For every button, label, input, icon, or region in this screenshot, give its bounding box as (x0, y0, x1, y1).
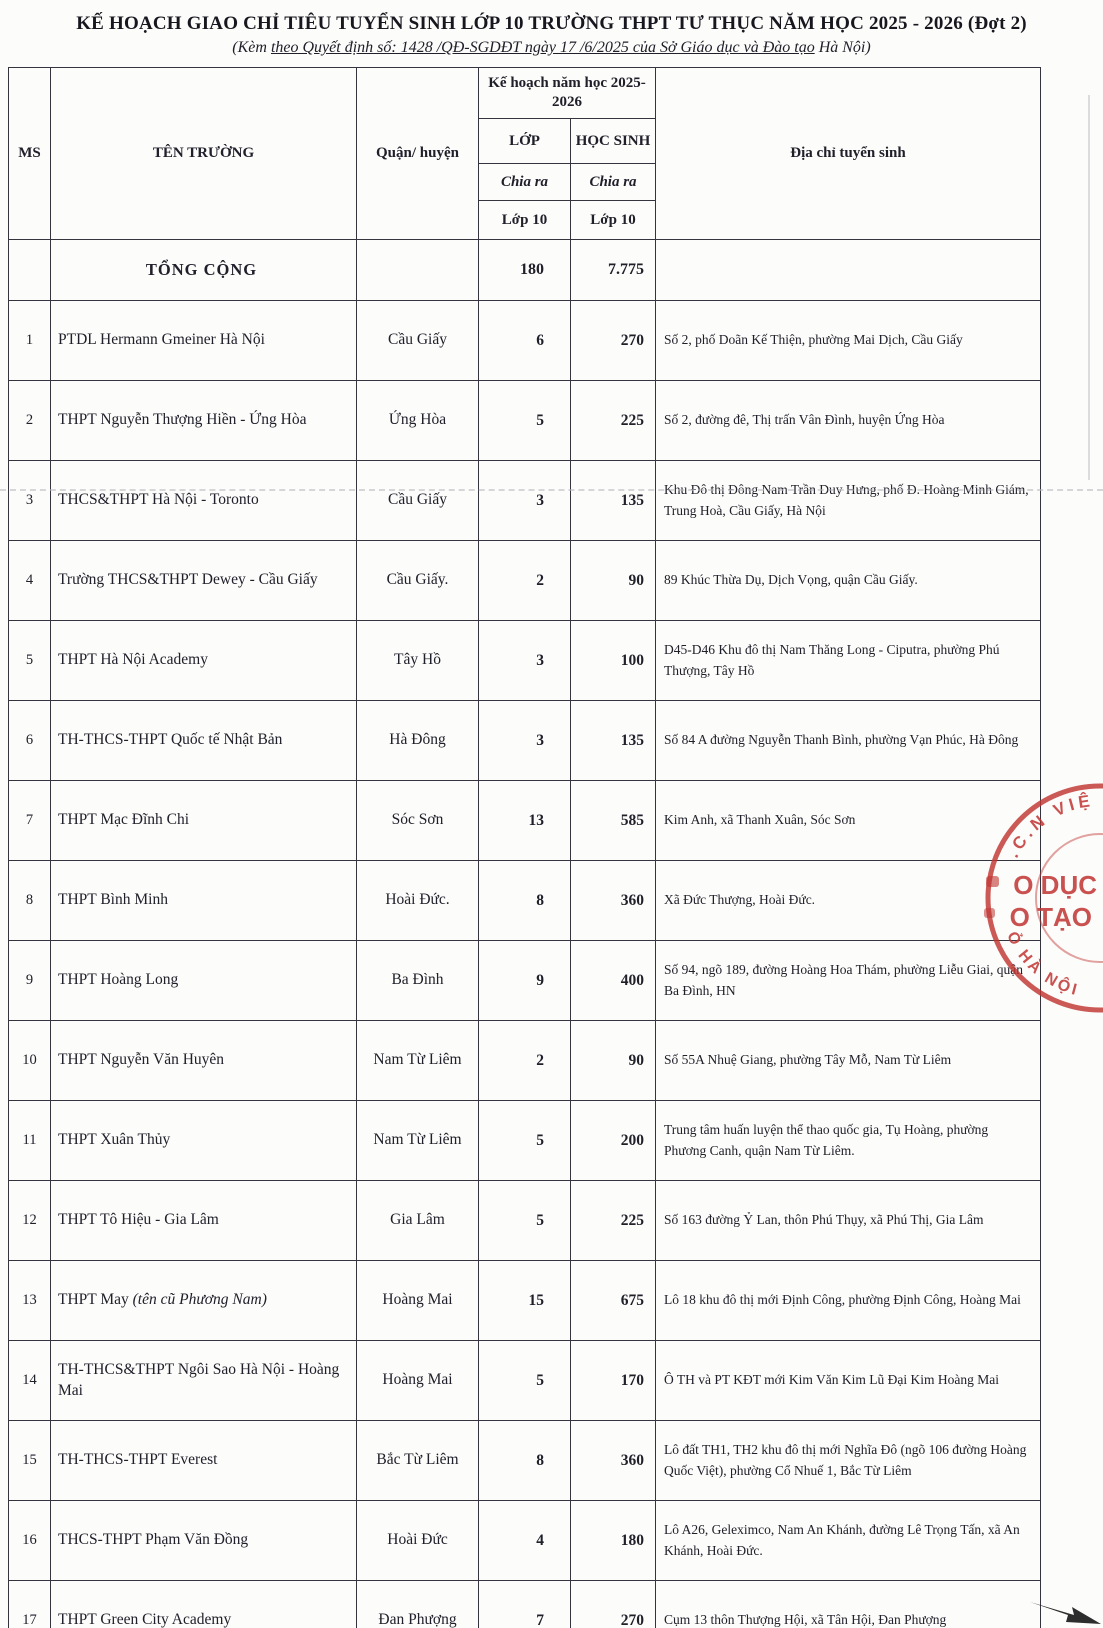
school-name-text: THPT Mạc Đĩnh Chi (58, 811, 190, 829)
school-name-text: THPT Hoàng Long (58, 971, 179, 989)
header-chia-ra-lop: Chia ra (479, 164, 571, 201)
cell-address: Khu Đô thị Đông Nam Trần Duy Hưng, phố Đ. Hoàng Minh Giám, Trung Hoà, Cầu Giấy, Hà Nội (656, 461, 1041, 541)
cell-ms: 12 (9, 1181, 51, 1261)
cell-hoc-sinh-count: 270 (571, 301, 656, 381)
school-name-text: THPT Nguyễn Thượng Hiền - Ứng Hòa (58, 411, 307, 429)
cell-school-name (51, 1581, 357, 1628)
cell-address: Số 94, ngõ 189, đường Hoàng Hoa Thám, phường Liễu Giai, quận Ba Đình, HN (656, 941, 1041, 1021)
table-row (9, 381, 1041, 461)
school-name-text: THCS&THPT Hà Nội - Toronto (58, 491, 259, 509)
cell-school-name (51, 1421, 357, 1501)
cell-district: Ba Đình (357, 941, 479, 1021)
cell-lop-count: 5 (479, 1341, 571, 1421)
school-name-text: THPT Tô Hiệu - Gia Lâm (58, 1211, 219, 1229)
cell-address: Lô đất TH1, TH2 khu đô thị mới Nghĩa Đô (ngõ 106 đường Hoàng Quốc Việt), phường Cổ Nhuế 1, Bắc Từ Liêm (656, 1421, 1041, 1501)
cell-school-name (51, 1341, 357, 1421)
table-row (9, 1581, 1041, 1628)
cell-hoc-sinh-count: 270 (571, 1581, 656, 1628)
cell-ms: 7 (9, 781, 51, 861)
cell-address: Trung tâm huấn luyện thể thao quốc gia, Tụ Hoàng, phường Phương Canh, quận Nam Từ Liêm. (656, 1101, 1041, 1181)
school-name-text: THPT Bình Minh (58, 891, 168, 909)
cell-lop-count: 2 (479, 541, 571, 621)
cell-school-name (51, 541, 357, 621)
cell-lop-count: 4 (479, 1501, 571, 1581)
cell-lop-count: 5 (479, 1101, 571, 1181)
subtitle-prefix: (Kèm (232, 39, 271, 56)
school-name-text: TH-THCS&THPT Ngôi Sao Hà Nội - Hoàng Mai (58, 1360, 340, 1399)
cell-school-name (51, 861, 357, 941)
cell-ms: 14 (9, 1341, 51, 1421)
cell-hoc-sinh-count: 100 (571, 621, 656, 701)
table-row (9, 781, 1041, 861)
cell-school-name (51, 941, 357, 1021)
table-row (9, 1261, 1041, 1341)
cell-address: Số 2, đường đê, Thị trấn Vân Đình, huyện Ứng Hòa (656, 381, 1041, 461)
subtitle (0, 39, 1103, 57)
cell-hoc-sinh-count: 400 (571, 941, 656, 1021)
cell-lop-count: 5 (479, 381, 571, 461)
cell-lop-count: 5 (479, 1181, 571, 1261)
cell-lop-count: 9 (479, 941, 571, 1021)
header-school-name: TÊN TRƯỜNG (51, 68, 357, 240)
cell-district: Nam Từ Liêm (357, 1021, 479, 1101)
cell-school-name (51, 1021, 357, 1101)
school-name-text: Trường THCS&THPT Dewey - Cầu Giấy (58, 571, 318, 589)
school-name-text: TH-THCS-THPT Everest (58, 1451, 218, 1469)
cell-hoc-sinh-count: 675 (571, 1261, 656, 1341)
header-ms: MS (9, 68, 51, 240)
cell-hoc-sinh-count: 225 (571, 1181, 656, 1261)
cell-school-name (51, 781, 357, 861)
cell-address: Kim Anh, xã Thanh Xuân, Sóc Sơn (656, 781, 1041, 861)
total-label: TỔNG CỘNG (51, 240, 357, 301)
cell-school-name (51, 1101, 357, 1181)
table-row (9, 941, 1041, 1021)
cell-address: D45-D46 Khu đô thị Nam Thăng Long - Ciputra, phường Phú Thượng, Tây Hồ (656, 621, 1041, 701)
cell-school-name (51, 381, 357, 461)
cell-ms: 9 (9, 941, 51, 1021)
cell-hoc-sinh-count: 200 (571, 1101, 656, 1181)
cell-school-name (51, 461, 357, 541)
cell-district: Bắc Từ Liêm (357, 1421, 479, 1501)
cell-district: Nam Từ Liêm (357, 1101, 479, 1181)
table-row (9, 701, 1041, 781)
cell-ms: 15 (9, 1421, 51, 1501)
total-lop: 180 (479, 240, 571, 301)
cell-lop-count: 8 (479, 1421, 571, 1501)
table-row (9, 1021, 1041, 1101)
cell-ms: 1 (9, 301, 51, 381)
cell-hoc-sinh-count: 90 (571, 1021, 656, 1101)
header-lop10-hs: Lớp 10 (571, 201, 656, 240)
cell-ms: 13 (9, 1261, 51, 1341)
cell-lop-count: 3 (479, 701, 571, 781)
school-name-text: THPT Green City Academy (58, 1611, 232, 1628)
stamp-top-arc-text: .C.N VIỆ (1003, 791, 1095, 861)
total-row (9, 240, 1041, 301)
cell-address: Số 163 đường Ỷ Lan, thôn Phú Thụy, xã Phú Thị, Gia Lâm (656, 1181, 1041, 1261)
cell-school-name (51, 1501, 357, 1581)
cell-district: Hà Đông (357, 701, 479, 781)
cell-address: 89 Khúc Thừa Dụ, Dịch Vọng, quận Cầu Giấy. (656, 541, 1041, 621)
cell-hoc-sinh-count: 180 (571, 1501, 656, 1581)
cell-district: Sóc Sơn (357, 781, 479, 861)
table-row (9, 621, 1041, 701)
header-district: Quận/ huyện (357, 68, 479, 240)
cell-ms: 8 (9, 861, 51, 941)
cell-lop-count: 15 (479, 1261, 571, 1341)
stamp-center-line1: O DỤC (1013, 870, 1097, 900)
school-name-text: PTDL Hermann Gmeiner Hà Nội (58, 331, 265, 349)
cell-ms: 5 (9, 621, 51, 701)
table-row (9, 1181, 1041, 1261)
scan-edge-line-artifact (1088, 95, 1090, 480)
cell-district: Hoàng Mai (357, 1341, 479, 1421)
cell-district: Cầu Giấy. (357, 541, 479, 621)
cell-address: Xã Đức Thượng, Hoài Đức. (656, 861, 1041, 941)
table-body (9, 240, 1041, 1628)
page-title: KẾ HOẠCH GIAO CHỈ TIÊU TUYỂN SINH LỚP 10 TRƯỜNG THPT TƯ THỤC NĂM HỌC 2025 - 2026 (Đợt 2) (76, 13, 1027, 34)
school-name-text: TH-THCS-THPT Quốc tế Nhật Bản (58, 731, 283, 749)
cell-district: Hoàng Mai (357, 1261, 479, 1341)
cell-district: Đan Phượng (357, 1581, 479, 1628)
school-name-text: THPT Xuân Thủy (58, 1131, 171, 1149)
cell-ms: 17 (9, 1581, 51, 1628)
cell-lop-count: 13 (479, 781, 571, 861)
school-name-text: THPT Nguyễn Văn Huyên (58, 1051, 225, 1069)
cell-hoc-sinh-count: 135 (571, 461, 656, 541)
total-district-empty (357, 240, 479, 301)
stamp-bottom-arc-text: Ỏ HÀ NỘI (1003, 929, 1082, 1000)
cell-lop-count: 7 (479, 1581, 571, 1628)
cell-lop-count: 3 (479, 621, 571, 701)
cell-hoc-sinh-count: 90 (571, 541, 656, 621)
cell-ms: 11 (9, 1101, 51, 1181)
cell-address: Số 2, phố Doãn Kế Thiện, phường Mai Dịch, Cầu Giấy (656, 301, 1041, 381)
cell-address: Số 55A Nhuệ Giang, phường Tây Mỗ, Nam Từ Liêm (656, 1021, 1041, 1101)
enrollment-quota-table (8, 67, 1041, 1628)
cell-district: Hoài Đức (357, 1501, 479, 1581)
cell-lop-count: 2 (479, 1021, 571, 1101)
cell-hoc-sinh-count: 360 (571, 1421, 656, 1501)
cell-hoc-sinh-count: 585 (571, 781, 656, 861)
cell-address: Lô A26, Geleximco, Nam An Khánh, đường Lê Trọng Tấn, xã An Khánh, Hoài Đức. (656, 1501, 1041, 1581)
total-ms-empty (9, 240, 51, 301)
table-row (9, 301, 1041, 381)
cell-district: Hoài Đức. (357, 861, 479, 941)
cell-address: Lô 18 khu đô thị mới Định Công, phường Định Công, Hoàng Mai (656, 1261, 1041, 1341)
cell-ms: 10 (9, 1021, 51, 1101)
school-name-text: THPT Hà Nội Academy (58, 651, 208, 669)
cell-address: Ô TH và PT KĐT mới Kim Văn Kim Lũ Đại Kim Hoàng Mai (656, 1341, 1041, 1421)
cell-lop-count: 3 (479, 461, 571, 541)
cell-hoc-sinh-count: 135 (571, 701, 656, 781)
cell-ms: 4 (9, 541, 51, 621)
stamp-center-line2: O TẠO (1009, 902, 1092, 932)
table-header (9, 68, 1041, 240)
cell-hoc-sinh-count: 360 (571, 861, 656, 941)
table-row (9, 861, 1041, 941)
cell-hoc-sinh-count: 225 (571, 381, 656, 461)
cell-ms: 6 (9, 701, 51, 781)
cell-school-name (51, 701, 357, 781)
cell-district: Tây Hồ (357, 621, 479, 701)
subtitle-suffix: Hà Nội) (814, 39, 871, 56)
cell-district: Ứng Hòa (357, 381, 479, 461)
cell-school-name (51, 621, 357, 701)
table-row (9, 461, 1041, 541)
table-row (9, 1421, 1041, 1501)
cell-address: Cụm 13 thôn Thượng Hội, xã Tân Hội, Đan Phượng (656, 1581, 1041, 1628)
table-row (9, 1101, 1041, 1181)
cell-address: Số 84 A đường Nguyễn Thanh Bình, phường Vạn Phúc, Hà Đông (656, 701, 1041, 781)
header-plan-year: Kế hoạch năm học 2025-2026 (479, 68, 656, 119)
school-name-text: THCS-THPT Phạm Văn Đồng (58, 1531, 249, 1549)
cell-district: Cầu Giấy (357, 301, 479, 381)
table-row (9, 1341, 1041, 1421)
header-chia-ra-hs: Chia ra (571, 164, 656, 201)
cell-school-name (51, 1261, 357, 1341)
cell-hoc-sinh-count: 170 (571, 1341, 656, 1421)
cell-district: Gia Lâm (357, 1181, 479, 1261)
total-hoc-sinh: 7.775 (571, 240, 656, 301)
cell-school-name (51, 1181, 357, 1261)
cell-ms: 3 (9, 461, 51, 541)
cell-ms: 16 (9, 1501, 51, 1581)
cell-lop-count: 6 (479, 301, 571, 381)
header-address: Địa chỉ tuyển sinh (656, 68, 1041, 240)
school-name-text: THPT May (58, 1291, 133, 1309)
header-lop: LỚP (479, 119, 571, 164)
school-name-note: (tên cũ Phương Nam) (132, 1291, 267, 1309)
header-hoc-sinh: HỌC SINH (571, 119, 656, 164)
subtitle-underlined: theo Quyết định số: 1428 /QĐ-SGDĐT ngày 17 /6/2025 của Sở Giáo dục và Đào tạo (270, 39, 815, 56)
cell-school-name (51, 301, 357, 381)
header-lop10-lop: Lớp 10 (479, 201, 571, 240)
cell-lop-count: 8 (479, 861, 571, 941)
cell-district: Cầu Giấy (357, 461, 479, 541)
cell-ms: 2 (9, 381, 51, 461)
table-row (9, 541, 1041, 621)
total-address-empty (656, 240, 1041, 301)
table-row (9, 1501, 1041, 1581)
